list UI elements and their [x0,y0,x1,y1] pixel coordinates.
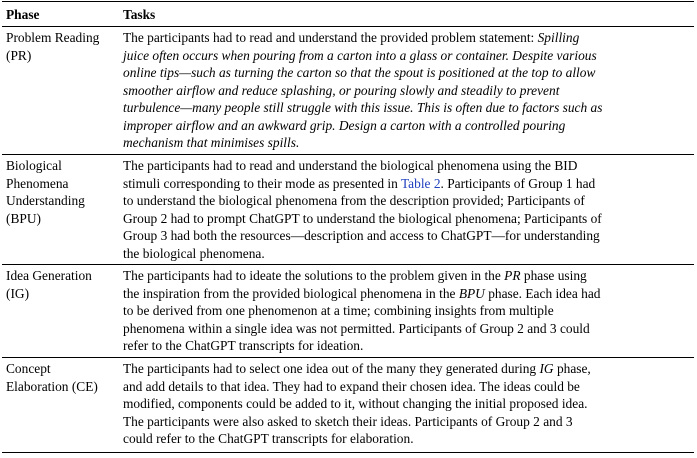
task-text: modified, components could be added to it, without changing the initial proposed idea. [123,396,588,411]
task-line [123,320,600,338]
task-text: Spilling [537,30,580,45]
task-line [123,267,600,285]
task-text: The participants had to read and understand the biological phenomena using the BID [123,158,578,173]
phase-line: Concept [6,361,51,376]
bottom-rule [2,452,694,453]
task-text: phase using [520,268,587,283]
task-text: online tips—such as turning the carton so that the spout is positioned at the top to allow [123,65,596,80]
phase-line: Idea Generation [6,268,92,283]
task-text: and add details to that idea. They had to expand their chosen idea. The ideas could be [123,378,580,394]
task-line [123,82,602,100]
task-text: BPU [458,285,485,301]
task-cell-concept-elaboration [123,360,591,448]
task-line [123,245,602,263]
task-text: to be derived from one phenomenon at a time; combining insights from multiple [123,303,554,318]
task-text: The participants had to ideate the solutions to the problem given in the [123,268,505,283]
phase-line: Problem Reading [6,30,100,45]
task-text: stimuli corresponding to their mode as presented in [123,175,401,191]
task-text: Group 3 had both the resources—description and access to ChatGPT—for understanding [123,228,600,243]
row-rule-3 [2,357,694,358]
task-text: The participants had to select one idea out of the many they generated during [123,361,540,376]
phase-line: (IG) [6,285,30,301]
task-line [123,337,600,355]
task-line [123,413,591,431]
task-text: phase. Each idea had [484,285,601,301]
phase-cell-idea-generation [6,267,92,302]
task-line [123,117,602,135]
task-line [123,64,602,82]
task-text: phenomena within a single idea was not permitted. Participants of Group 2 and 3 could [123,320,590,336]
task-text: the inspiration from the provided biological phenomena in the [123,285,459,301]
task-text: turbulence—many people still struggle with this issue. This is often due to factors such as [123,100,603,115]
phase-cell-problem-reading [6,29,99,64]
task-text: could refer to the ChatGPT transcripts for elaboration. [123,431,414,446]
task-line [123,210,602,228]
top-rule [2,1,694,2]
task-text: . Participants of Group 1 had [440,175,596,191]
task-text: mechanism that minimises spills. [123,135,300,150]
header-rule [2,26,694,27]
header-tasks: Tasks [123,7,156,22]
phase-cell-biological-phenomena-understanding [6,157,85,227]
task-line [123,395,591,413]
phase-line: Elaboration (CE) [6,378,98,394]
task-cell-idea-generation [123,267,600,355]
task-text: the biological phenomena. [123,245,265,261]
task-line [123,302,600,320]
phase-line: (BPU) [6,210,41,226]
task-line [123,192,602,210]
header-phase: Phase [6,7,40,22]
task-line [123,99,602,117]
task-line [123,175,602,193]
table-reference-link[interactable]: Table 2 [400,175,441,191]
task-text: Group 2 had to prompt ChatGPT to understand the biological phenomena; Participants of [123,210,602,226]
task-line [123,227,602,245]
task-line [123,285,600,303]
task-cell-biological-phenomena-understanding [123,157,602,262]
task-line [123,430,591,448]
row-rule-1 [2,154,694,155]
task-text: phase, [553,361,591,376]
task-line [123,29,602,47]
phase-line: (PR) [6,47,32,63]
task-text: IG [539,361,554,376]
task-cell-problem-reading [123,29,602,152]
task-line [123,47,602,65]
task-line [123,134,602,152]
task-line [123,378,591,396]
phase-line: Understanding [6,193,85,208]
task-line [123,360,591,378]
phase-line: Phenomena [6,175,69,191]
task-text: The participants had to read and understand the provided problem statement: [123,30,538,45]
task-text: improper airflow and an awkward grip. Design a carton with a controlled pouring [123,117,566,133]
row-rule-2 [2,264,694,265]
task-text: PR [504,268,521,283]
task-text: refer to the ChatGPT transcripts for ideation. [123,338,364,353]
task-text: smoother airflow and reduce splashing, or pouring slowly and steadily to prevent [123,82,560,98]
task-line [123,157,602,175]
phase-line: Biological [6,158,62,173]
task-text: The participants were also asked to sketch their ideas. Participants of Group 2 and 3 [123,413,573,429]
task-text: juice often occurs when pouring from a carton into a glass or container. Despite various [123,47,597,63]
task-text: to understand the biological phenomena from the description provided; Participants of [123,193,585,208]
phase-cell-concept-elaboration [6,360,98,395]
